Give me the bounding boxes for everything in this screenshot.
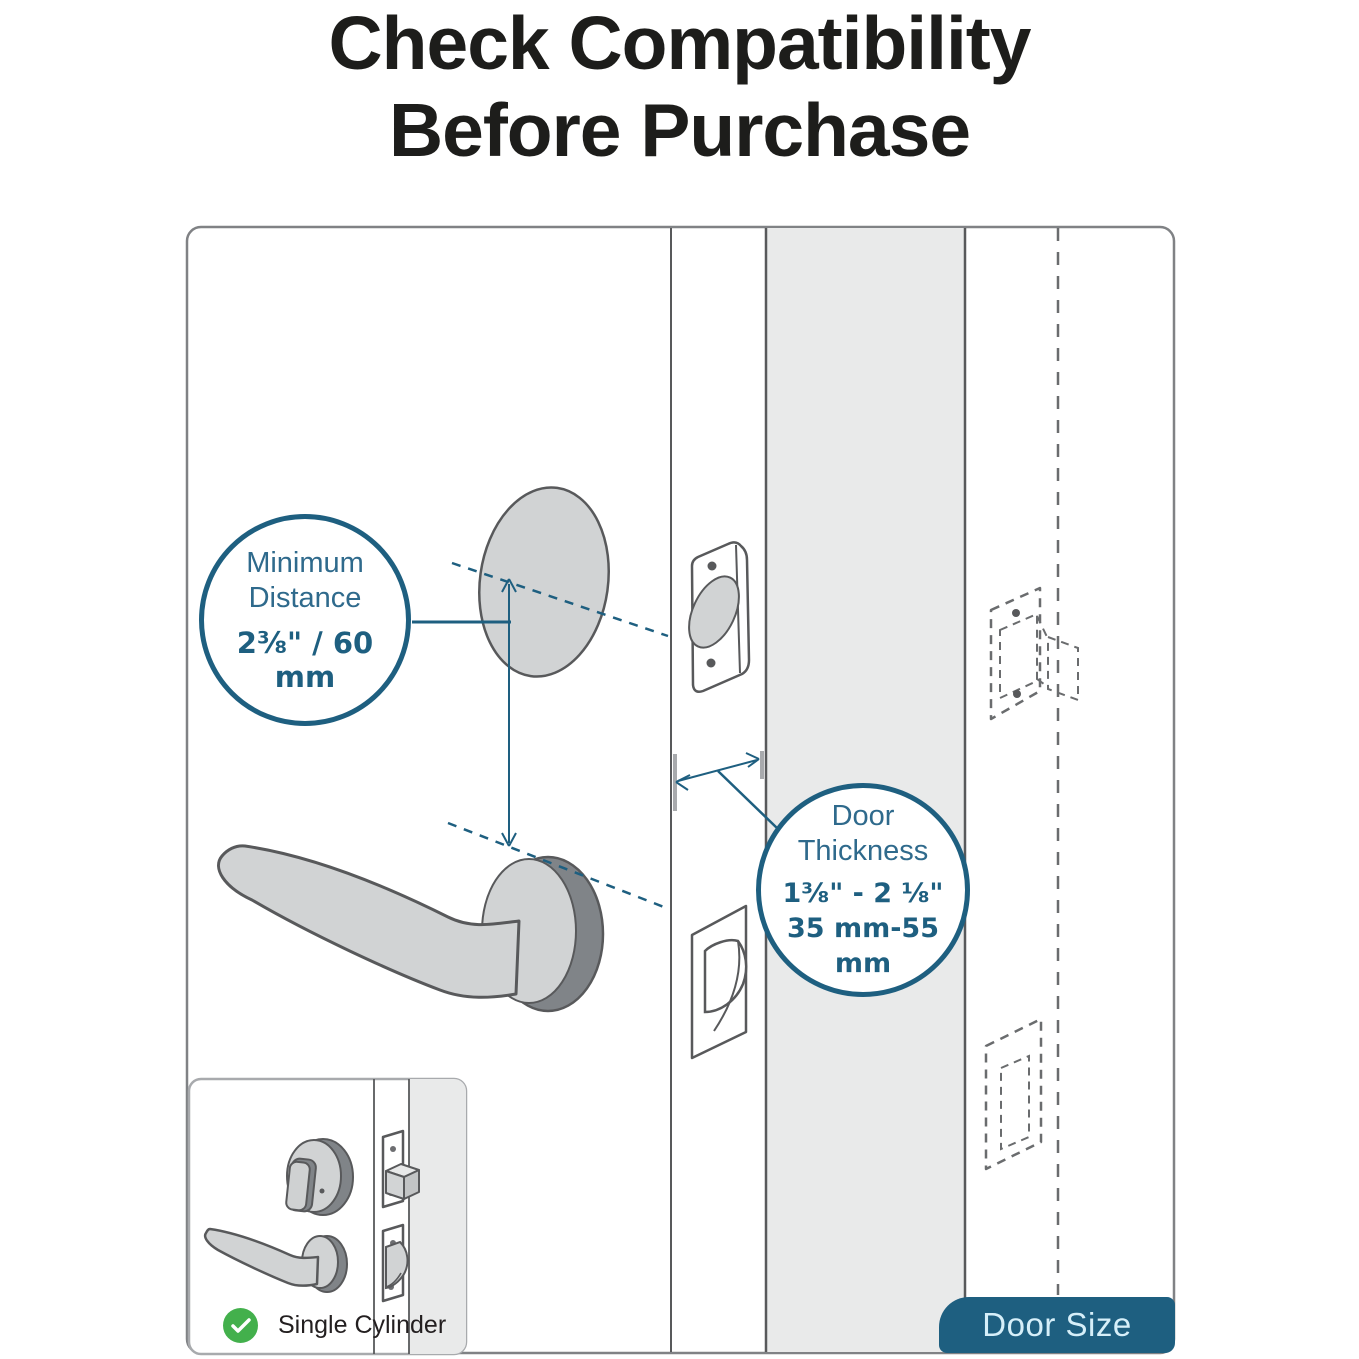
check-icon — [223, 1308, 258, 1343]
inset-spring-latch — [383, 1225, 407, 1301]
door-thickness-callout — [756, 783, 970, 997]
latch-screw-bottom — [707, 659, 716, 668]
title-line-2: Before Purchase — [388, 88, 971, 172]
checkmark-glyph — [230, 1317, 252, 1335]
latch-screw-top — [708, 562, 717, 571]
door-thickness-inches: 1⅜" - 2 ⅛" — [782, 877, 944, 909]
thumbturn-pin — [320, 1189, 325, 1194]
strike-screw-bottom — [1013, 690, 1021, 698]
door-thickness-mm: 35 mm-55 mm — [786, 912, 940, 979]
min-distance-label-2: Distance — [248, 582, 362, 614]
door-thickness-label-1: Door — [831, 799, 895, 832]
strike-screw-top — [1012, 609, 1020, 617]
inset-screw — [390, 1146, 396, 1152]
min-distance-callout — [199, 514, 411, 726]
title-line-1: Check Compatibility — [328, 1, 1031, 85]
door-size-label: Door Size — [982, 1306, 1132, 1343]
single-cylinder-row — [223, 1308, 446, 1343]
min-distance-label-1: Minimum — [246, 546, 364, 579]
door-size-tab — [939, 1297, 1175, 1353]
min-distance-value: 2⅜" / 60 mm — [236, 626, 374, 695]
bolt-cube-front — [386, 1171, 404, 1199]
door-thickness-label-2: Thickness — [797, 835, 929, 868]
thumbturn — [286, 1139, 353, 1215]
single-cylinder-label: Single Cylinder — [278, 1311, 447, 1339]
thumbturn-knob — [286, 1161, 311, 1211]
